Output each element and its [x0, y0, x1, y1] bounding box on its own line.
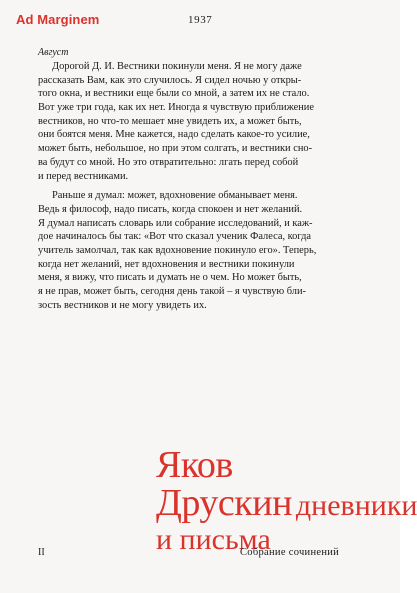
text-line: когда нет желаний, нет вдохновения и вестники покинули	[38, 258, 295, 270]
text-line: рассказать Вам, как это случилось. Я сидел ночью у откры-	[38, 74, 302, 86]
title-row-2	[156, 484, 417, 523]
text-line: Я думал написать словарь или собрание исследований, и каж-	[38, 217, 313, 229]
text-line: Вот уже три года, как их нет. Иногда я чувствую приближение	[38, 102, 314, 114]
text-line: учитель замолчал, так как вдохновение покинуло его». Теперь,	[38, 244, 317, 256]
diary-entry-text	[38, 60, 356, 312]
text-line: может быть, небольшое, но при этом солгать, и вестники сно-	[38, 143, 313, 155]
entry-month: Август	[38, 47, 69, 58]
text-line: вестников, но что-то мешает мне увидеть их, а может быть,	[38, 115, 302, 127]
text-line: меня, я вижу, что писать и думать не о чем. Но может быть,	[38, 272, 302, 284]
text-line: того окна, и вестники еще были со мной, а затем их не стало.	[38, 88, 310, 100]
volume-number: II	[38, 547, 45, 558]
author-last-name: Друскин	[156, 482, 292, 524]
text-line: зость вестников и не могу увидеть их.	[38, 299, 207, 311]
text-line: они боятся меня. Мне кажется, надо сделать какое-то усилие,	[38, 129, 310, 141]
text-line: Раньше я думал: может, вдохновение обманывает меня.	[52, 190, 298, 202]
text-line: и перед вестниками.	[38, 170, 129, 182]
year-label: 1937	[188, 14, 213, 26]
book-title	[156, 446, 417, 557]
subtitle-diaries: дневники	[295, 489, 417, 522]
text-line: я не прав, может быть, сегодня день такой – я чувствую бли-	[38, 286, 307, 297]
text-line: ва будут со мной. Но это отвратительно: лгать перед собой	[38, 156, 299, 168]
author-first-name: Яков	[156, 444, 233, 486]
text-line: Дорогой Д. И. Вестники покинули меня. Я не могу даже	[52, 61, 302, 72]
text-line: Ведь я философ, надо писать, когда спокоен и нет желаний.	[38, 203, 303, 215]
series-title: Собрание сочинений	[240, 547, 340, 558]
text-line: дое начиналось бы так: «Вот что сказал ученик Фалеса, когда	[38, 231, 312, 243]
publisher-logo: Ad Marginem	[16, 12, 100, 27]
subtitle-letters: и письма	[156, 523, 271, 556]
